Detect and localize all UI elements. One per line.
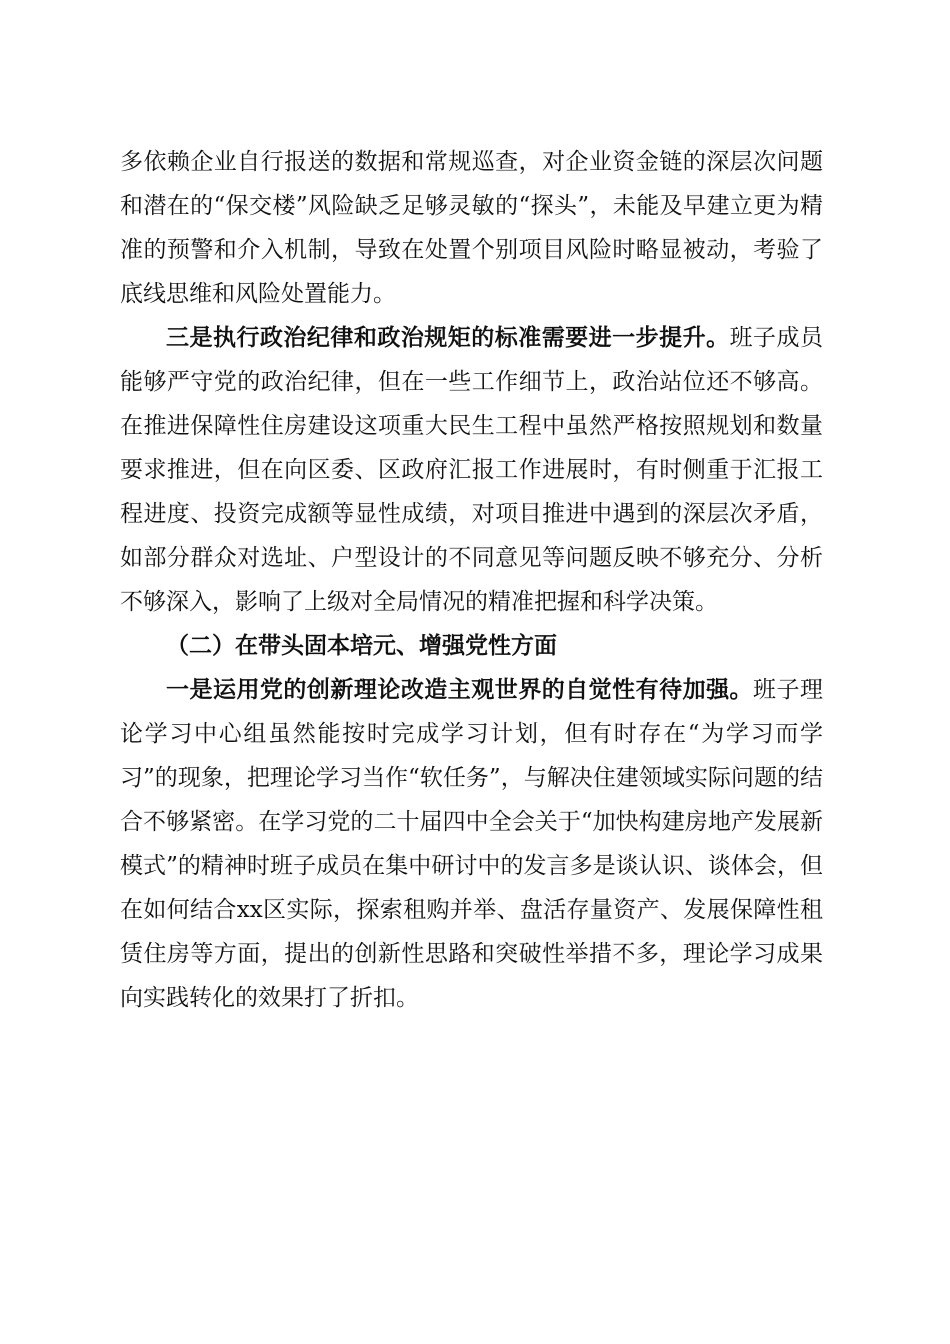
paragraph-text: 班子理论学习中心组虽然能按时完成学习计划，但有时存在“为学习而学习”的现象，把理论学习当作“软任务”，与解决住建领域实际问题的结合不够紧密。在学习党的二十届四中全会关于“加快构建房地产发展新模式”的精神时班子成员在集中研讨中的发言多是谈认识、谈体会，但在如何结合xx区实际，探索租购并举、盘活存量资产、发展保障性租赁住房等方面，提出的创新性思路和突破性举措不多，理论学习成果向实践转化的效果打了折扣。 bbox=[120, 677, 824, 1011]
paragraph-theory-study bbox=[120, 668, 823, 1020]
document-body bbox=[120, 140, 823, 1020]
section-heading bbox=[120, 624, 823, 668]
paragraph-text: 班子成员能够严守党的政治纪律，但在一些工作细节上，政治站位还不够高。在推进保障性住房建设这项重大民生工程中虽然严格按照规划和数量要求推进，但在向区委、区政府汇报工作进展时，有时侧重于汇报工程进度、投资完成额等显性成绩，对项目推进中遇到的深层次矛盾，如部分群众对选址、户型设计的不同意见等问题反映不够充分、分析不够深入，影响了上级对全局情况的精准把握和科学决策。 bbox=[120, 325, 824, 615]
paragraph-political-discipline bbox=[120, 316, 823, 624]
section-heading-text: （二）在带头固本培元、增强党性方面 bbox=[166, 632, 557, 659]
paragraph-continuation bbox=[120, 140, 823, 316]
paragraph-lead: 一是运用党的创新理论改造主观世界的自觉性有待加强。 bbox=[166, 676, 754, 703]
paragraph-lead: 三是执行政治纪律和政治规矩的标准需要进一步提升。 bbox=[166, 324, 730, 351]
paragraph-text: 多依赖企业自行报送的数据和常规巡查，对企业资金链的深层次问题和潜在的“保交楼”风险缺乏足够灵敏的“探头”，未能及早建立更为精准的预警和介入机制，导致在处置个别项目风险时略显被动，考验了底线思维和风险处置能力。 bbox=[120, 149, 823, 307]
